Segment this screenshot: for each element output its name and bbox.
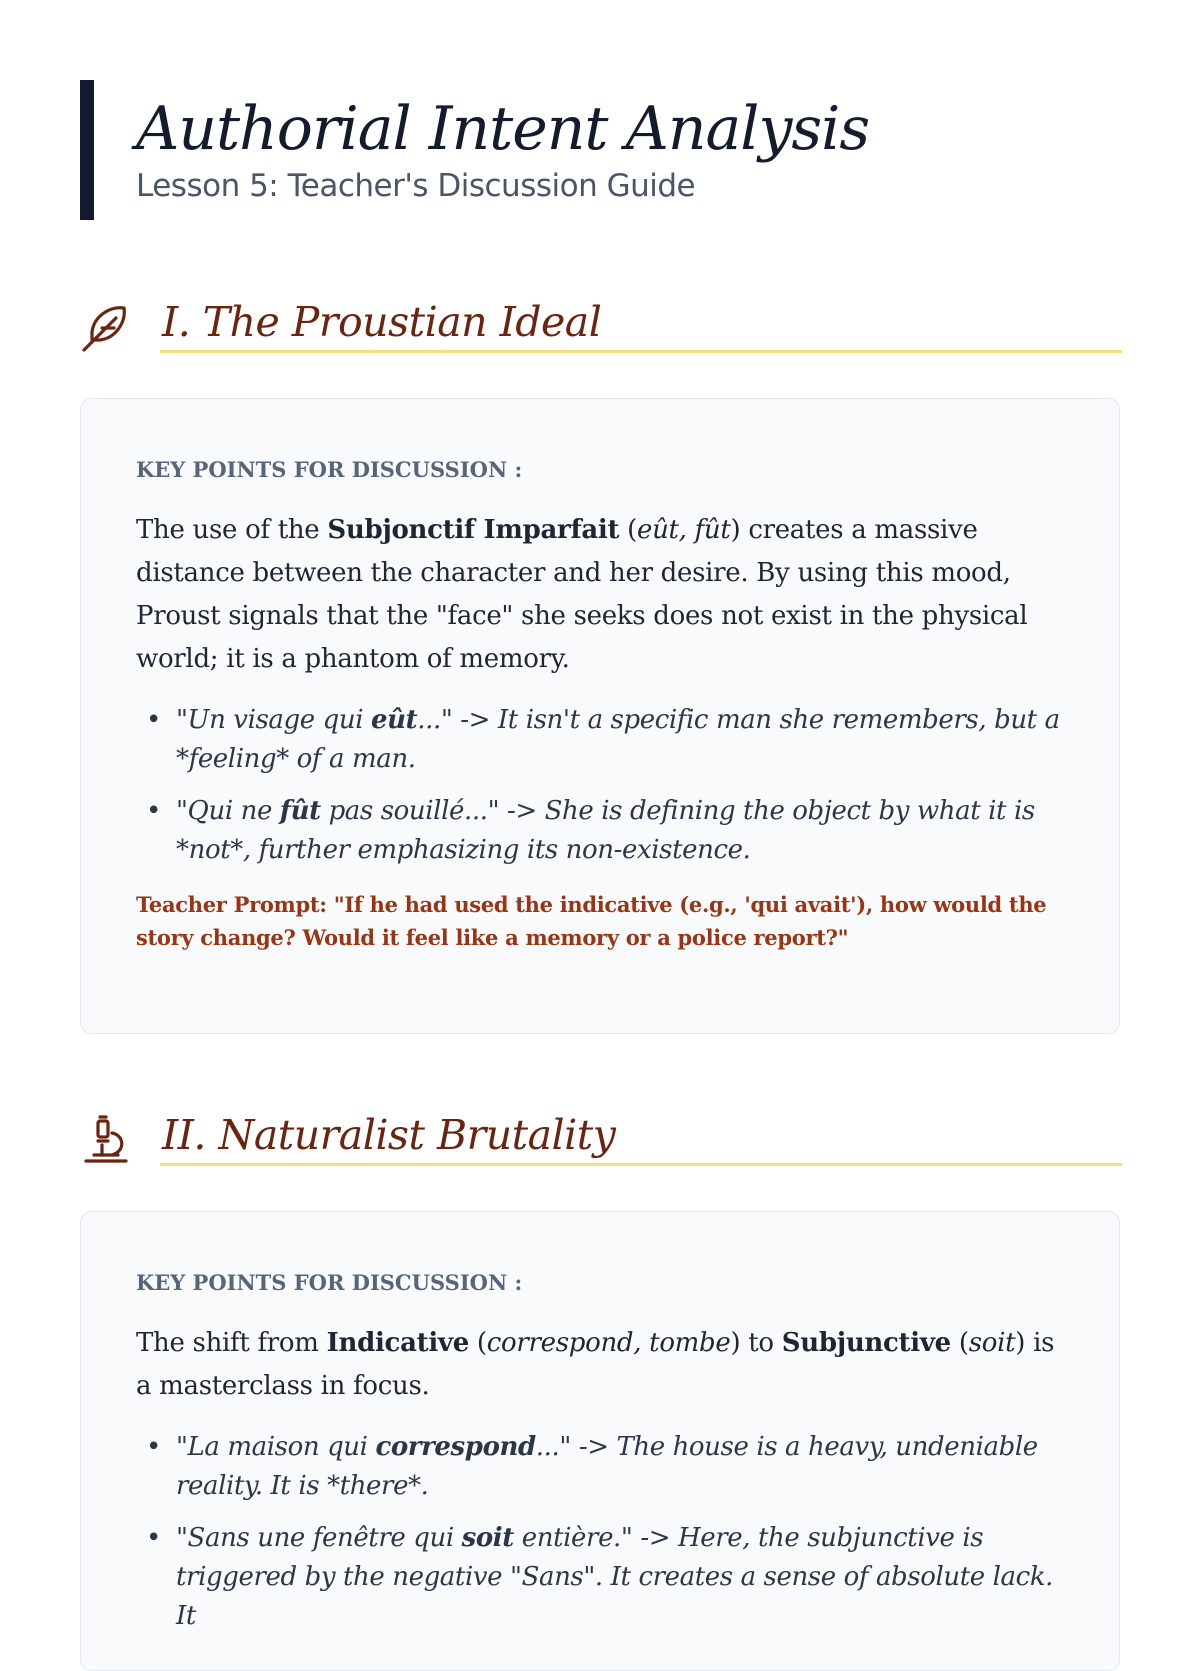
section-title: I. The Proustian Ideal <box>162 298 602 346</box>
quote-text: "Un visage qui <box>176 705 371 735</box>
page-header <box>80 80 980 220</box>
teacher-prompt: Teacher Prompt: "If he had used the indicative (e.g., 'qui avait'), how would the story change? Would it feel like a memory or a police report?" <box>136 892 1047 950</box>
list-item <box>136 792 1064 870</box>
bullet: • <box>146 1432 161 1462</box>
verb-bold: correspond <box>375 1432 536 1462</box>
discussion-card <box>80 1211 1120 1671</box>
text-run: ( <box>950 1328 969 1358</box>
bullet: • <box>146 796 161 826</box>
card-content <box>136 457 1064 954</box>
page-title: Authorial Intent Analysis <box>136 94 870 164</box>
list-item <box>136 1519 1064 1636</box>
text-run: ) creates a massive distance between the character and her desire. By using this mood, Proust signals that the "face" she seeks does not exist in the physical world; it is a phantom of memory. <box>136 515 1028 674</box>
list-item <box>136 1428 1064 1506</box>
quote-text: "Sans une fenêtre qui <box>176 1523 462 1553</box>
section-title: II. Naturalist Brutality <box>162 1111 616 1159</box>
example-italic: soit <box>968 1328 1016 1358</box>
discussion-paragraph <box>136 1322 1064 1408</box>
microscope-icon <box>80 1113 134 1167</box>
quote-text: "La maison qui <box>176 1432 376 1462</box>
quote-text: entière." -> Here, the subjunctive is triggered by the negative "Sans". It creates a sense of absolute lack. It <box>176 1523 1054 1631</box>
bullet: • <box>146 1523 161 1553</box>
points-list <box>136 1428 1064 1636</box>
term-bold: Subjunctive <box>781 1328 951 1358</box>
feather-icon <box>80 300 134 354</box>
verb-bold: eût <box>371 705 418 735</box>
bullet: • <box>146 705 161 735</box>
text-run: The shift from <box>136 1328 327 1358</box>
card-content <box>136 1270 1064 1654</box>
section-underline <box>160 350 1122 353</box>
term-bold: Indicative <box>326 1328 469 1358</box>
page-subtitle: Lesson 5: Teacher's Discussion Guide <box>136 168 696 204</box>
key-points-label: KEY POINTS FOR DISCUSSION : <box>136 1270 523 1295</box>
example-italic: correspond, tombe <box>486 1328 731 1358</box>
quote-text: ..." -> It isn't a specific man she remembers, but a *feeling* of a man. <box>176 705 1060 774</box>
points-list <box>136 701 1064 870</box>
example-italic: eût, fût <box>636 515 731 545</box>
text-run: ) is a masterclass in focus. <box>136 1328 1055 1401</box>
quote-text: pas souillé..." -> She is defining the object by what it is *not*, further emphasizing its non-existence. <box>176 796 1035 865</box>
section-heading-naturalist-brutality <box>80 1113 1122 1173</box>
verb-bold: soit <box>461 1523 514 1553</box>
text-run: ) to <box>730 1328 782 1358</box>
verb-bold: fût <box>279 796 321 826</box>
term-bold: Subjonctif Imparfait <box>327 515 620 545</box>
text-run: ( <box>619 515 637 545</box>
quote-text: ..." -> The house is a heavy, undeniable reality. It is *there*. <box>176 1432 1038 1501</box>
discussion-paragraph <box>136 509 1064 681</box>
discussion-card <box>80 398 1120 1034</box>
key-points-label: KEY POINTS FOR DISCUSSION : <box>136 457 523 482</box>
quote-text: "Qui ne <box>176 796 280 826</box>
text-run: The use of the <box>136 515 328 545</box>
section-heading-proustian-ideal <box>80 300 1122 360</box>
list-item <box>136 701 1064 779</box>
text-run: ( <box>468 1328 487 1358</box>
header-accent-bar <box>80 80 94 220</box>
section-underline <box>160 1163 1122 1166</box>
